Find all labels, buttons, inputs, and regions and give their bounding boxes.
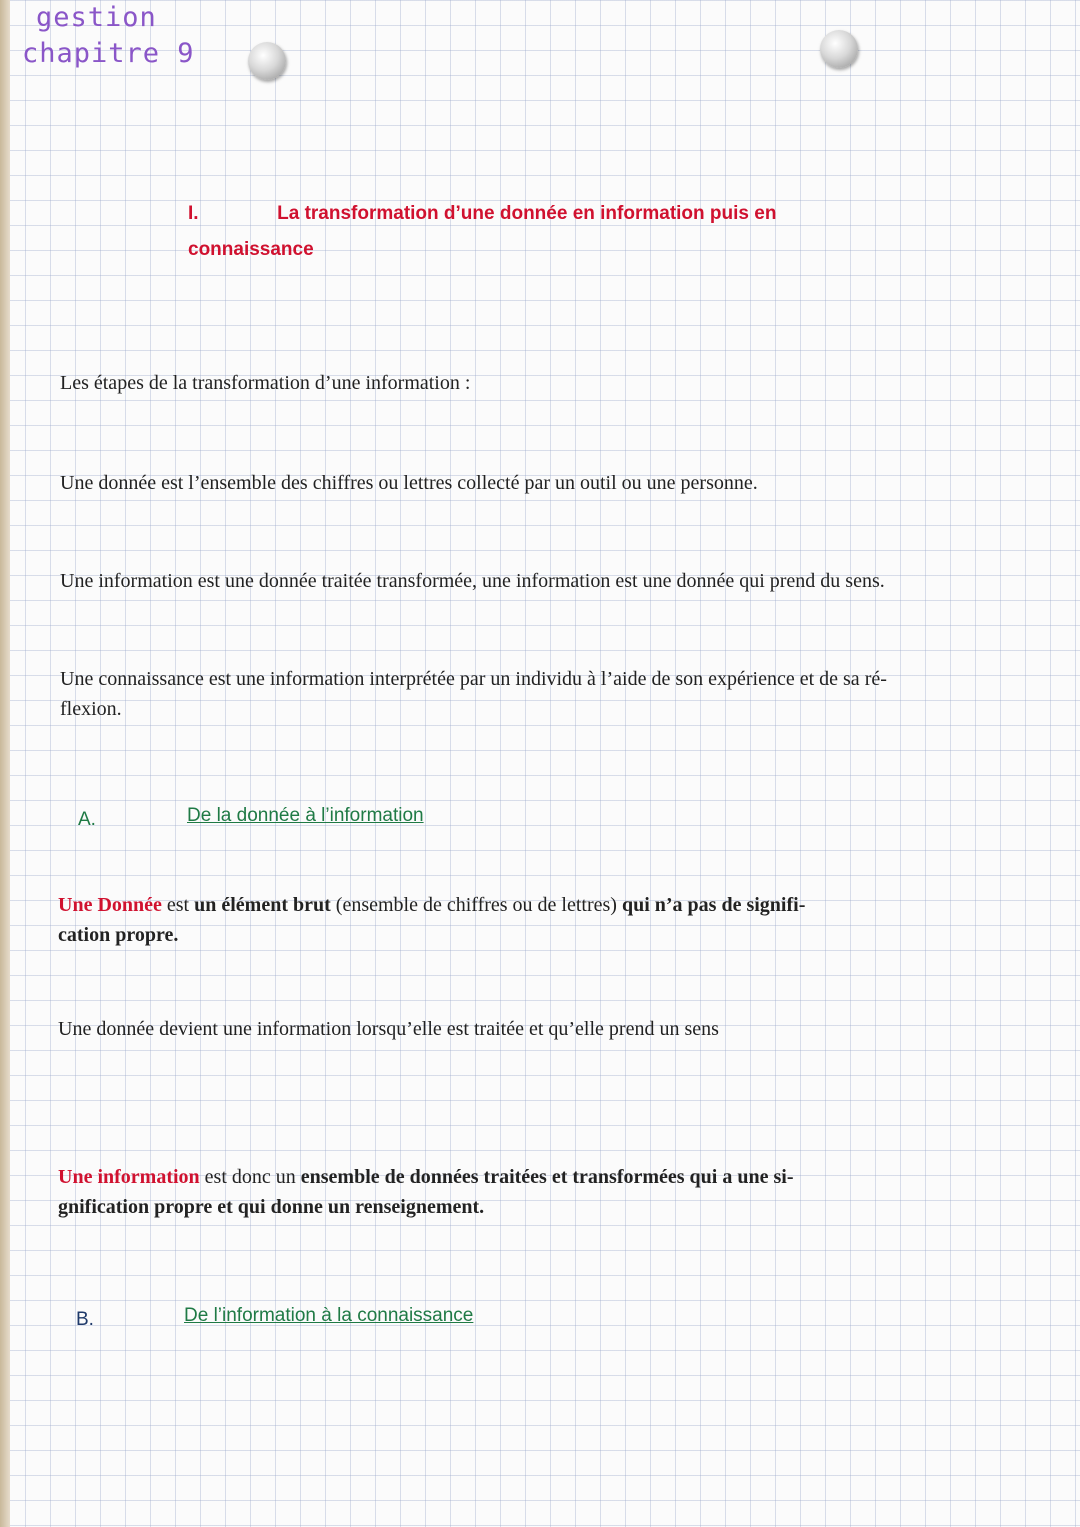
- handwritten-subject: gestion: [36, 2, 157, 33]
- definition-information: Une information est une donnée traitée transformée, une information est une donnée qui prend du sens.: [60, 570, 885, 592]
- text-fragment: (ensemble de chiffres ou de lettres): [330, 894, 622, 916]
- paragraph-devient: Une donnée devient une information lorsqu’elle est traitée et qu’elle prend un sens: [58, 1018, 719, 1040]
- definition-connaissance-line2: flexion.: [60, 698, 122, 720]
- bold-fragment: un élément brut: [194, 894, 331, 916]
- text-fragment: est: [161, 894, 195, 916]
- paragraph-donnee: [58, 890, 958, 950]
- definition-connaissance-line1: Une connaissance est une information interprétée par un individu à l’aide de son expérience et de sa ré-: [60, 668, 887, 690]
- subsection-b-title: De l’information à la connaissance: [184, 1305, 474, 1326]
- bold-fragment: gnification propre et qui donne un renseignement.: [58, 1196, 485, 1218]
- intro-text: Les étapes de la transformation d’une information :: [60, 372, 471, 394]
- section-heading: [188, 196, 908, 268]
- section-title-line2: connaissance: [188, 239, 314, 260]
- subsection-b-letter: B.: [76, 1309, 94, 1330]
- definition-donnee: Une donnée est l’ensemble des chiffres ou lettres collecté par un outil ou une personne.: [60, 472, 758, 494]
- bold-fragment: ensemble de données traitées et transformées qui a une si-: [300, 1166, 794, 1188]
- section-title-line1: La transformation d’une donnée en information puis en: [277, 203, 777, 224]
- subsection-a-title: De la donnée à l’information: [187, 805, 424, 826]
- section-number: I.: [188, 203, 199, 224]
- bold-fragment: cation propre.: [58, 924, 179, 946]
- punch-hole-left: [248, 42, 286, 80]
- text-fragment: est donc un: [199, 1166, 301, 1188]
- definition-connaissance: [60, 664, 1040, 724]
- punch-hole-right: [820, 30, 858, 68]
- paragraph-information: [58, 1162, 958, 1222]
- bold-fragment: qui n’a pas de signifi-: [621, 894, 806, 916]
- term-information: Une information: [58, 1166, 200, 1188]
- handwritten-chapter: chapitre 9: [22, 38, 195, 69]
- binder-margin: [0, 0, 10, 1527]
- term-donnee: Une Donnée: [58, 894, 162, 916]
- subsection-a-letter: A.: [78, 809, 96, 830]
